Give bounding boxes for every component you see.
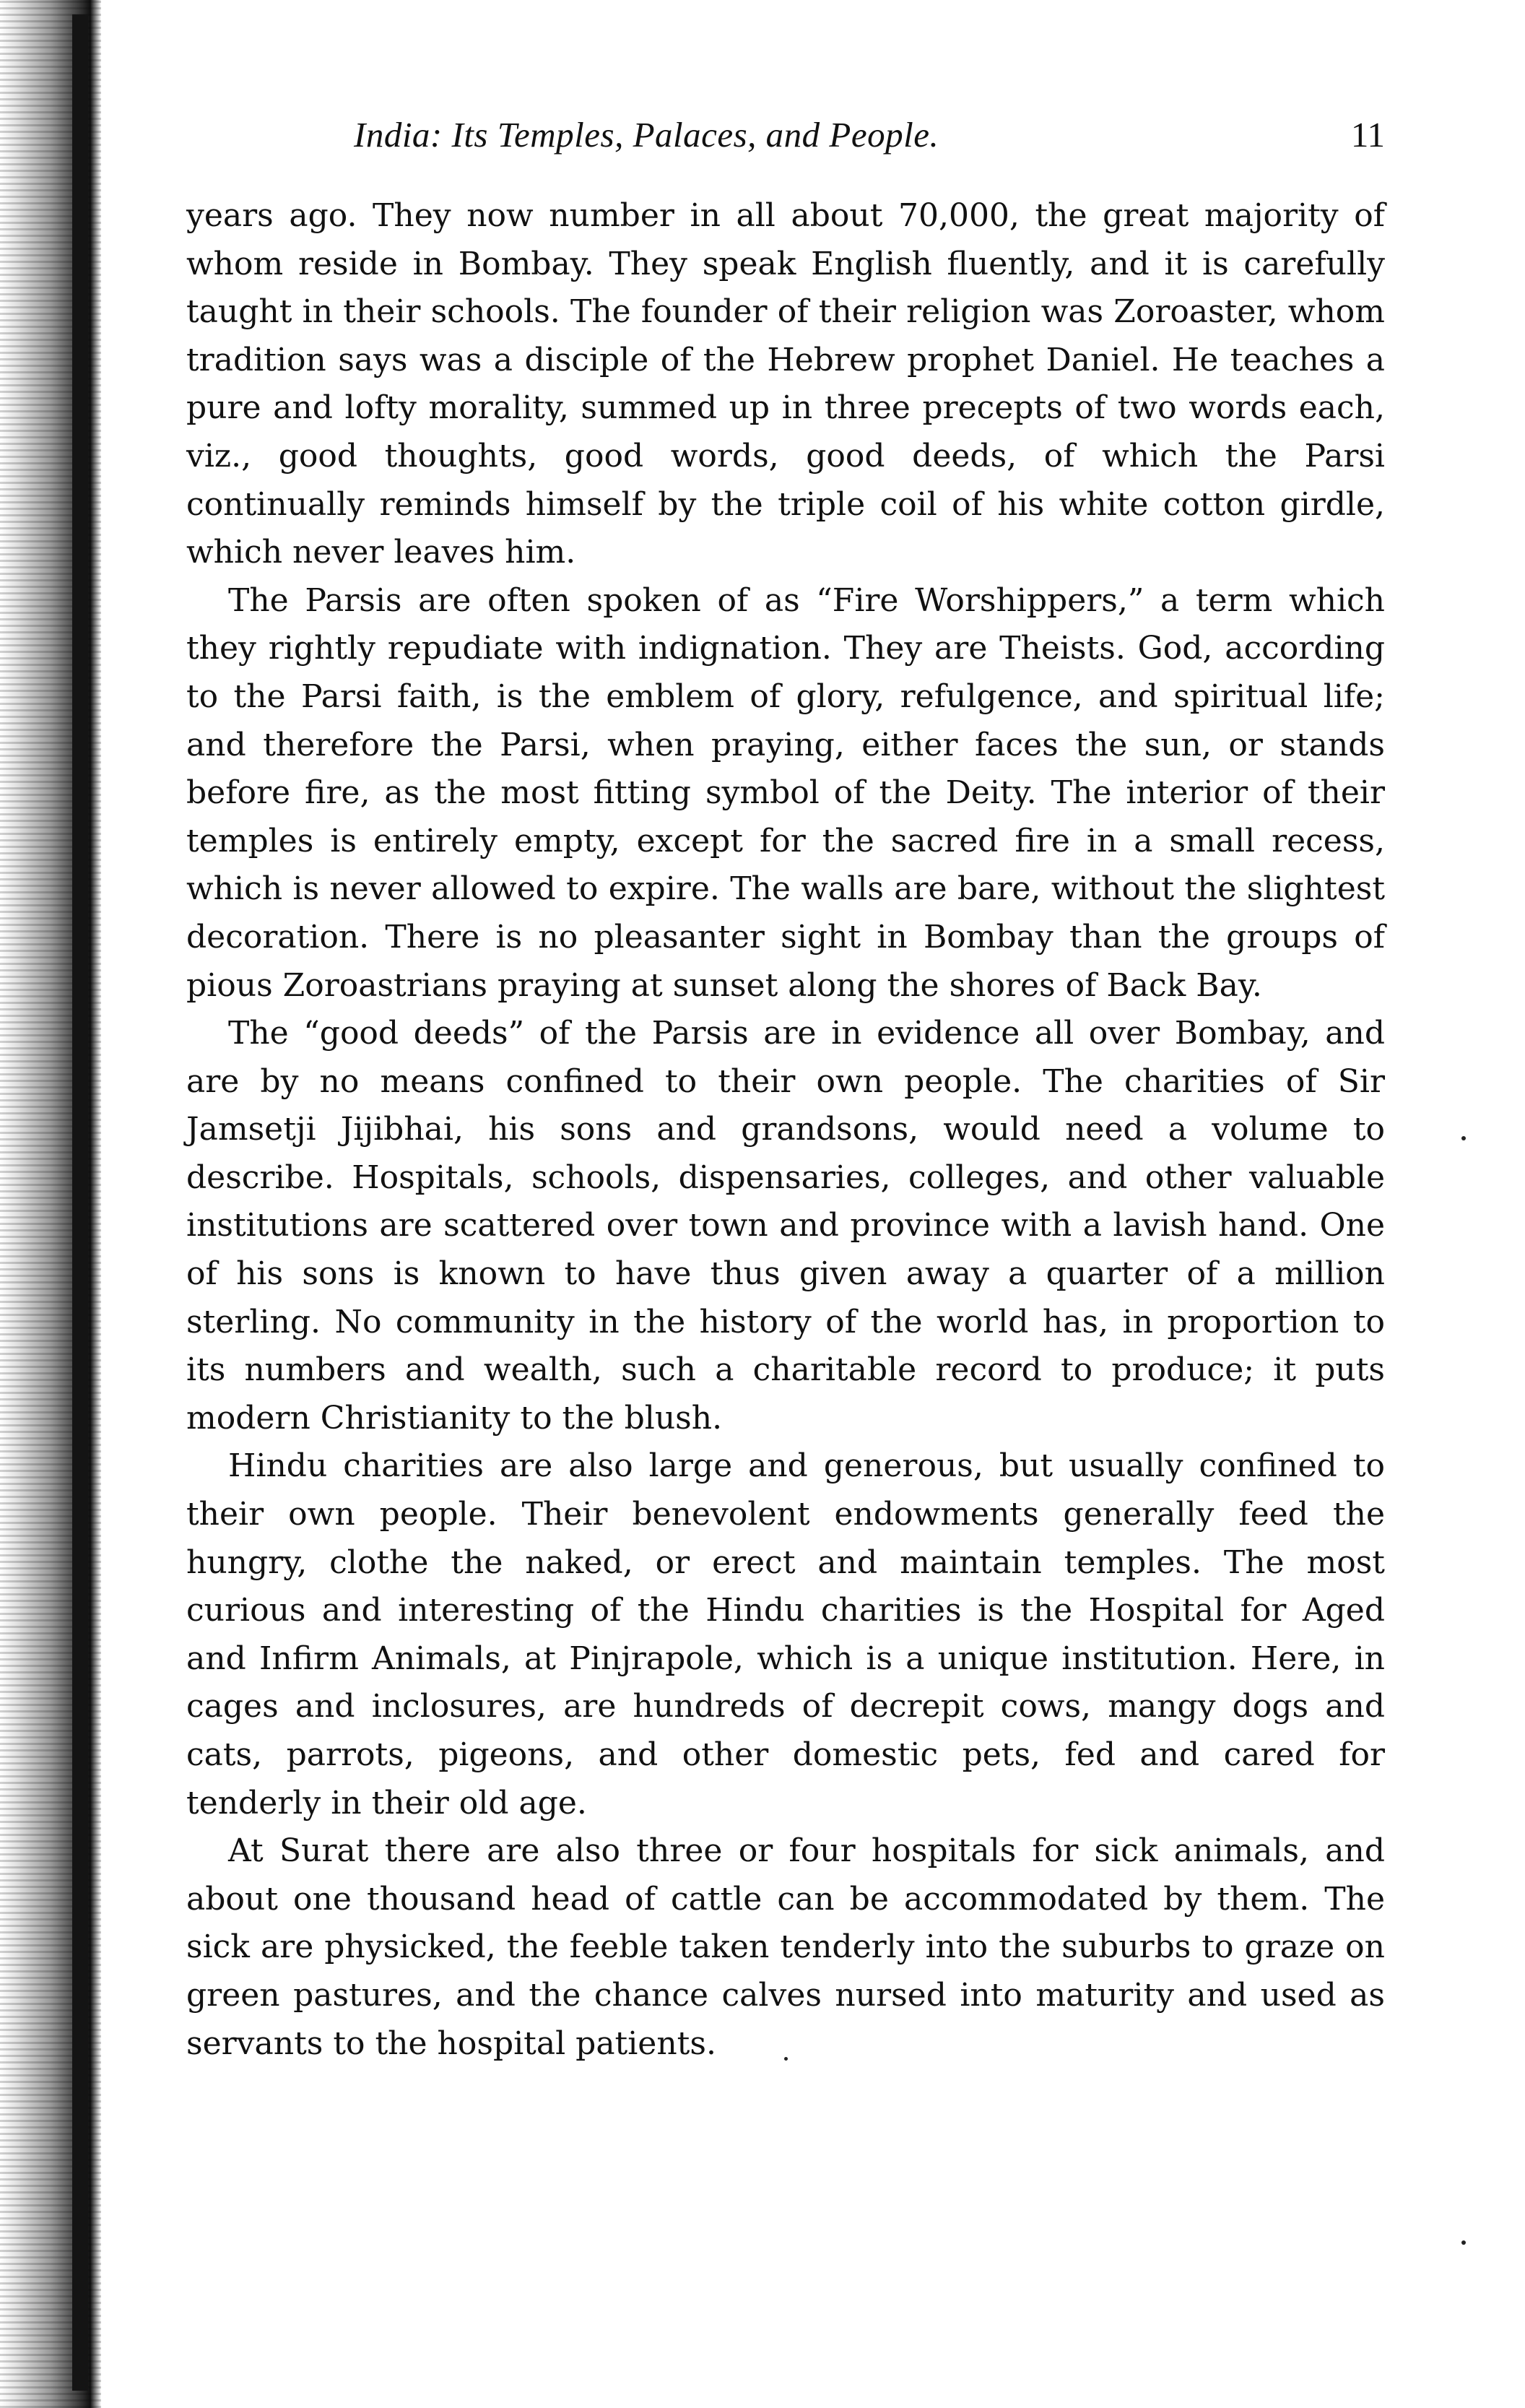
- paragraph-3: The “good deeds” of the Parsis are in evidence all over Bombay, and are by no means confined to their own people. The charities of Sir Jamsetji Jijibhai, his sons and grandsons, would need a volume to describe. Hospitals, schools, dispensaries, colleges, and other valuable institutions are scattered over town and province with a lavish hand. One of his sons is known to have thus given away a quarter of a million sterling. No community in the history of the world has, in proportion to its numbers and wealth, such a charitable record to produce; it puts modern Christianity to the blush.: [186, 1015, 1385, 1437]
- scan-speck: [784, 2057, 788, 2061]
- running-title: India: Its Temples, Palaces, and People.: [354, 115, 939, 155]
- running-head: [186, 108, 1385, 166]
- paragraph-2: The Parsis are often spoken of as “Fire Worshippers,” a term which they rightly repudiate with indignation. They are Theists. God, according to the Parsi faith, is the emblem of glory, refulgence, and spiritual life; and therefore the Parsi, when praying, either faces the sun, or stands before fire, as the most fitting symbol of the Deity. The interior of their temples is entirely empty, except for the sacred fire in a small recess, which is never allowed to expire. The walls are bare, without the slightest decoration. There is no pleasanter sight in Bombay than the groups of pious Zoroastrians praying at sunset along the shores of Back Bay.: [186, 581, 1385, 1004]
- paragraph-4: Hindu charities are also large and generous, but usually confined to their own people. Their benevolent endowments generally feed the hungry, clothe the naked, or erect and maintain temples. The most curious and interesting of the Hindu charities is the Hospital for Aged and Infirm Animals, at Pinjrapole, which is a unique institution. Here, in cages and inclosures, are hundreds of decrepit cows, mangy dogs and cats, parrots, pigeons, and other domestic pets, fed and cared for tenderly in their old age.: [186, 1447, 1385, 1822]
- book-spine-shadow: [72, 14, 88, 2391]
- book-page: [186, 108, 1385, 2068]
- scan-speck: [1461, 1136, 1466, 1140]
- paragraph-5: At Surat there are also three or four hospitals for sick animals, and about one thousand head of cattle can be accommodated by them. The sick are physicked, the feeble taken tenderly into the suburbs to graze on green pastures, and the chance calves nursed into maturity and used as servants to the hospital patients.: [186, 1832, 1385, 2062]
- page-number: 11: [1350, 115, 1385, 155]
- paragraph-1: years ago. They now number in all about 70,000, the great majority of whom reside in Bombay. They speak English fluently, and it is carefully taught in their schools. The founder of their religion was Zoroaster, whom tradition says was a disciple of the Hebrew prophet Daniel. He teaches a pure and lofty morality, summed up in three precepts of two words each, viz., good thoughts, good words, good deeds, of which the Parsi continually reminds himself by the triple coil of his white cotton girdle, which never leaves him.: [186, 197, 1385, 571]
- body-text: [186, 192, 1385, 2068]
- scanned-page-gutter: [0, 0, 101, 2408]
- scan-speck: [1461, 2240, 1466, 2245]
